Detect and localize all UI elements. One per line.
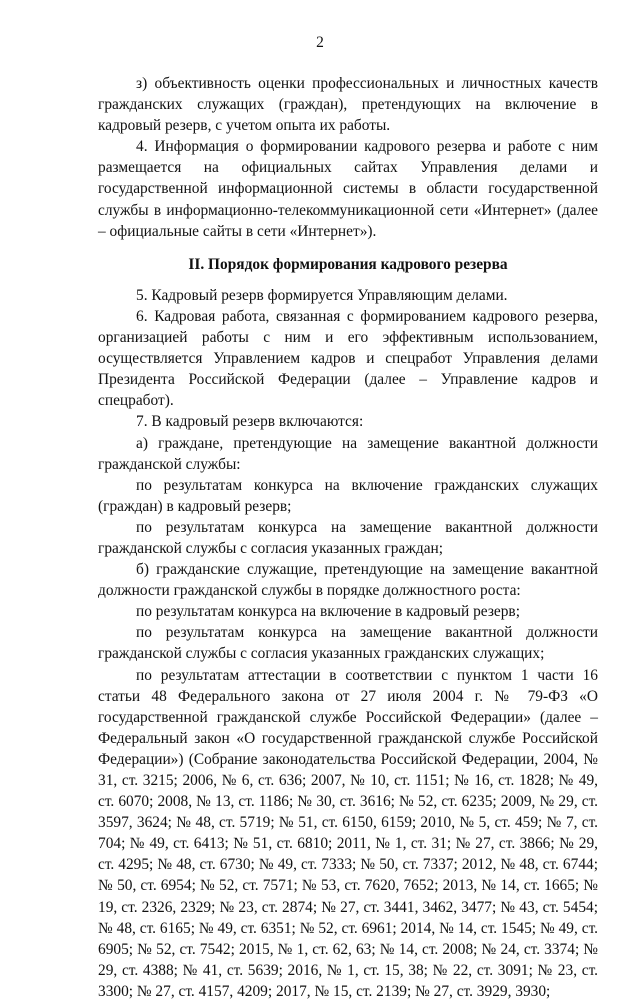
- page-number: 2: [316, 34, 324, 51]
- paragraph-7a: а) граждане, претендующие на замещение вакантной должности гражданской службы:: [98, 434, 598, 473]
- document-body: [98, 73, 598, 1002]
- paragraph-z: з) объективность оценки профессиональных и личностных качеств гражданских служащих (граждан), претендующих на включение в кадровый резерв, с учетом опыта их работы.: [98, 75, 598, 135]
- paragraph-7b-1: по результатам конкурса на включение в кадровый резерв;: [136, 603, 520, 621]
- section-title: II. Порядок формирования кадрового резерва: [188, 255, 508, 273]
- paragraph-5: 5. Кадровый резерв формируется Управляющим делами.: [136, 286, 508, 304]
- paragraph-6: 6. Кадровая работа, связанная с формированием кадрового резерва, организацией работы с ним и его эффективным использованием, осуществляется Управлением кадров и спецработ Управления делами Президента Российской Федерации (далее – Управление кадров и спецработ).: [98, 307, 598, 410]
- paragraph-7b-3: по результатам аттестации в соответствии с пунктом 1 части 16 статьи 48 Федерального закона от 27 июля 2004 г. № 79-ФЗ «О государственной гражданской службе Российской Федерации» (далее – Федеральный закон «О государственной гражданской службе Российской Федерации») (Собрание законодательства Российской Федерации, 2004, № 31, ст. 3215; 2006, № 6, ст. 636; 2007, № 10, ст. 1151; № 16, ст. 1828; № 49, ст. 6070; 2008, № 13, ст. 1186; № 30, ст. 3616; № 52, ст. 6235; 2009, № 29, ст. 3597, 3624; № 48, ст. 5719; № 51, ст. 6150, 6159; 2010, № 5, ст. 459; № 7, ст. 704; № 49, ст. 6413; № 51, ст. 6810; 2011, № 1, ст. 31; № 27, ст. 3866; № 29, ст. 4295; № 48, ст. 6730; № 49, ст. 7333; № 50, ст. 7337; 2012, № 48, ст. 6744; № 50, ст. 6954; № 52, ст. 7571; № 53, ст. 7620, 7652; 2013, № 14, ст. 1665; № 19, ст. 2326, 2329; № 23, ст. 2874; № 27, ст. 3441, 3462, 3477; № 43, ст. 5454; № 48, ст. 6165; № 49, ст. 6351; № 52, ст. 6961; 2014, № 14, ст. 1545; № 49, ст. 6905; № 52, ст. 7542; 2015, № 1, ст. 62, 63; № 14, ст. 2008; № 24, ст. 3374; № 29, ст. 4388; № 41, ст. 5639; 2016, № 1, ст. 15, 38; № 22, ст. 3091; № 23, ст. 3300; № 27, ст. 4157, 4209; 2017, № 15, ст. 2139; № 27, ст. 3929, 3930;: [98, 666, 598, 1000]
- paragraph-7b: б) гражданские служащие, претендующие на замещение вакантной должности гражданской службы в порядке должностного роста:: [98, 561, 598, 600]
- paragraph-7b-2: по результатам конкурса на замещение вакантной должности гражданской службы с согласия указанных гражданских служащих;: [98, 624, 598, 663]
- paragraph-7: 7. В кадровый резерв включаются:: [136, 413, 364, 431]
- paragraph-7a-2: по результатам конкурса на замещение вакантной должности гражданской службы с согласия указанных граждан;: [98, 518, 598, 557]
- paragraph-4: 4. Информация о формировании кадрового резерва и работе с ним размещается на официальных сайтах Управления делами и государственной информационной системы в области государственной службы в информационно-телекоммуникационной сети «Интернет» (далее – официальные сайты в сети «Интернет»).: [98, 138, 598, 240]
- paragraph-7a-1: по результатам конкурса на включение гражданских служащих (граждан) в кадровый резерв;: [98, 476, 598, 515]
